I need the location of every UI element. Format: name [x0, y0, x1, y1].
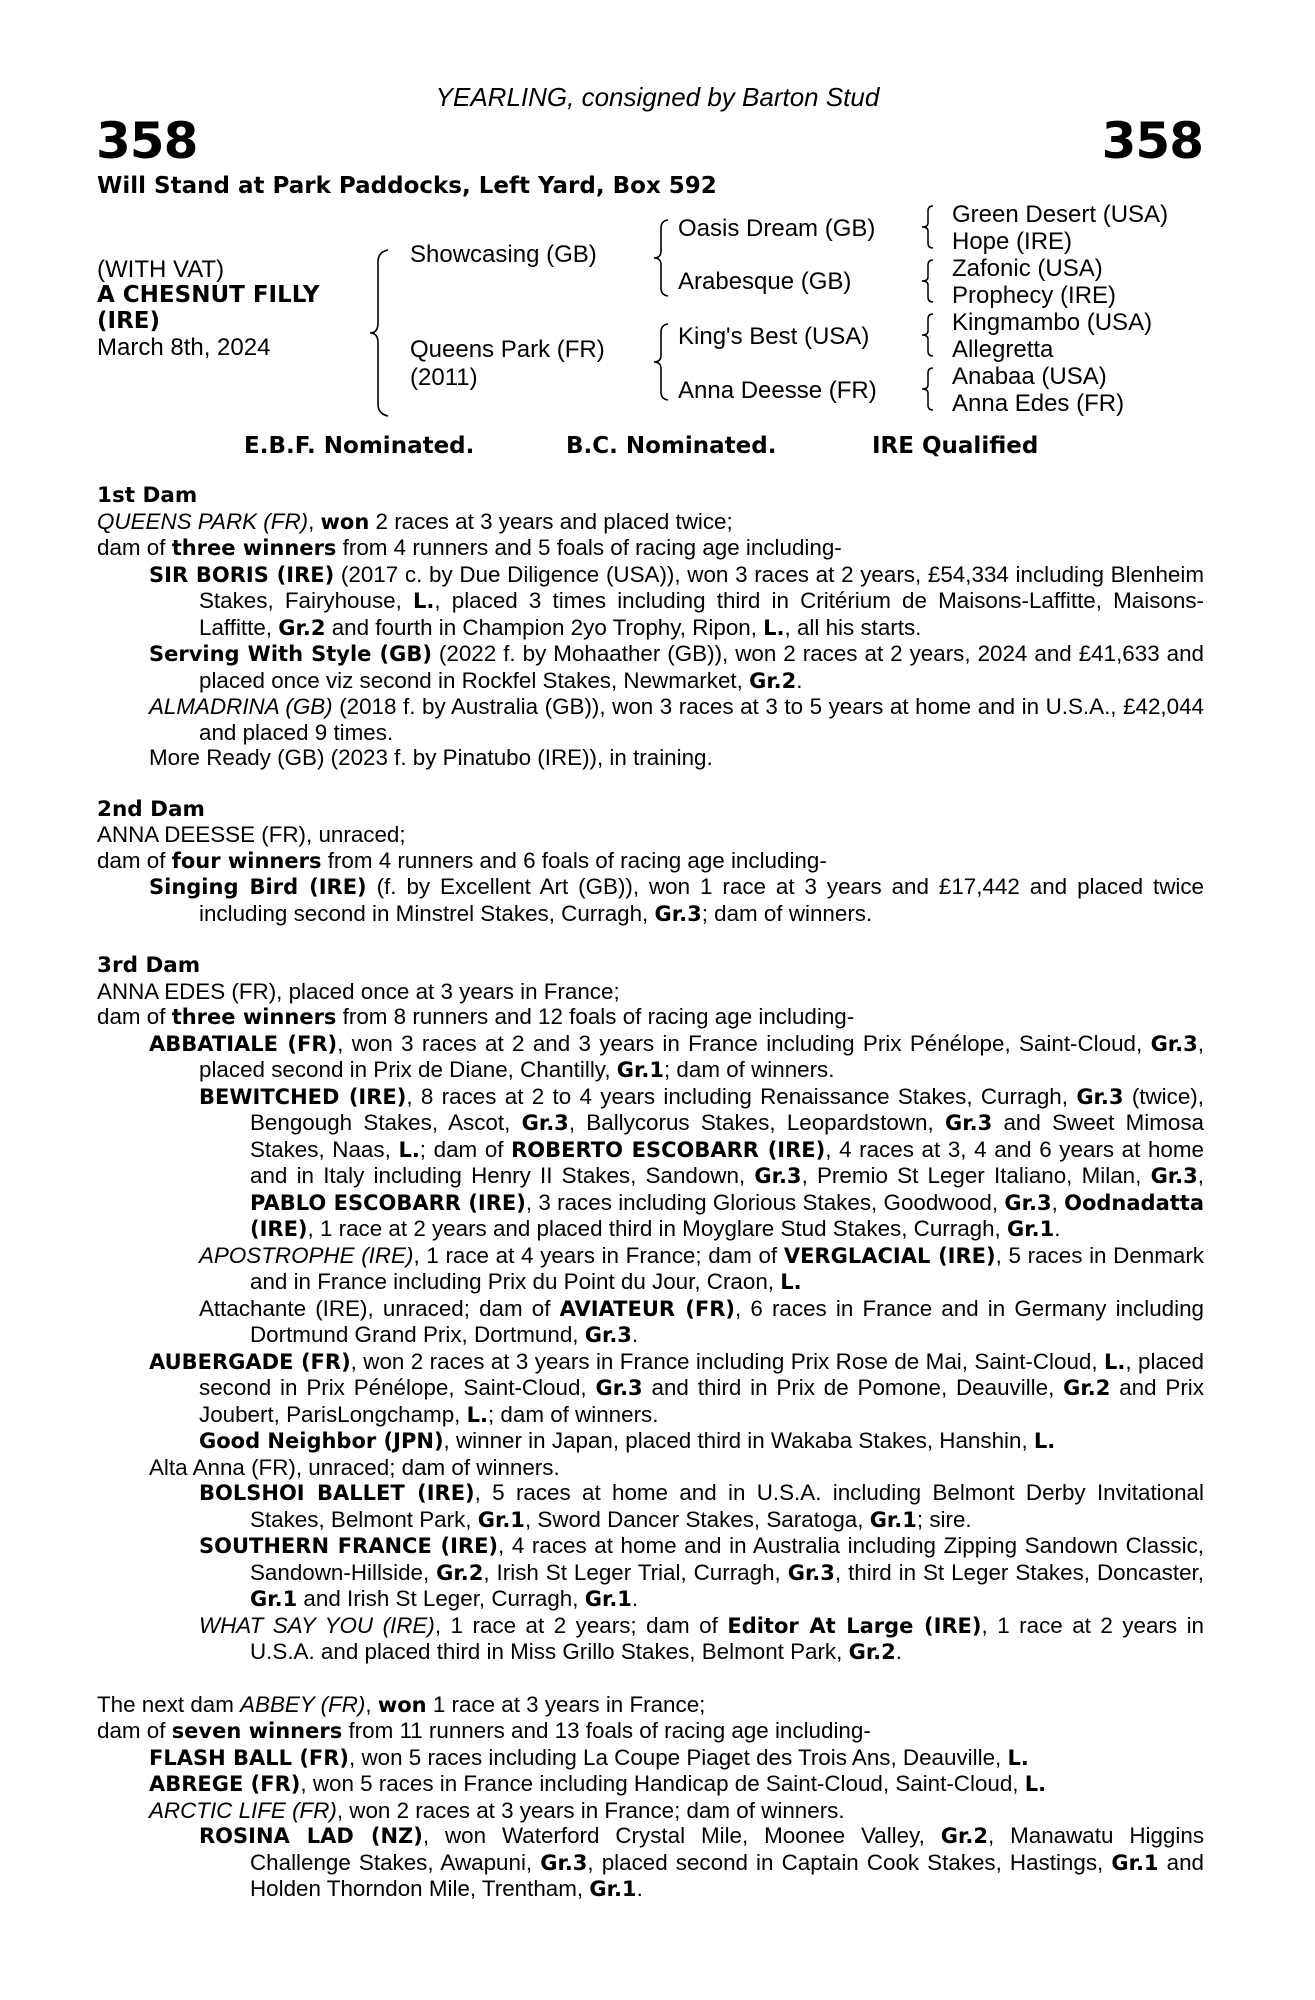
entry-bewitched: BEWITCHED (IRE), 8 races at 2 to 4 years including Renaissance Stakes, Curragh, Gr.3 (twice), Bengough Stakes, Ascot, Gr.3, Ballycorus Stakes, Leopardstown, Gr.3 and Sweet Mimosa Stakes, Naas, L.; dam of ROBERTO ESCOBARR (IRE), 4 races at 3, 4 and 6 years at home and in Italy including Henry II Stakes, Sandown, Gr.3, Premio St Leger Italiano, Milan, Gr.3, PABLO ESCOBARR (IRE), 3 races including Glorious Stakes, Goodwood, Gr.3, Oodnadatta (IRE), 1 race at 2 years and placed third in Moyglare Stud Stakes, Curragh, Gr.1.	[199, 1083, 1205, 1241]
pedigree-sire-sire: Oasis Dream (GB)	[678, 215, 876, 242]
second-dam-line: ANNA DEESSE (FR), unraced;	[97, 822, 406, 847]
consignment-line: YEARLING, consigned by Barton Stud	[435, 82, 880, 112]
lot-title-line1: A CHESNUT FILLY	[97, 282, 320, 308]
catalogue-body	[97, 483, 1204, 1903]
stand-location: Will Stand at Park Paddocks, Left Yard, Box 592	[97, 173, 717, 199]
third-dam-produce-line: dam of three winners from 8 runners and 12 foals of racing age including-	[97, 1004, 855, 1029]
third-dam-line: ANNA EDES (FR), placed once at 3 years in France;	[97, 978, 620, 1004]
pedigree-dam-sire: King's Best (USA)	[678, 323, 870, 350]
pedigree-brace-ds	[920, 312, 936, 358]
pedigree-sss: Green Desert (USA)	[952, 201, 1169, 228]
vat-note: (WITH VAT)	[97, 256, 225, 283]
ire-qualified: IRE Qualified	[872, 433, 1039, 459]
third-dam-heading: 3rd Dam	[97, 953, 201, 978]
entry-rosina-lad: ROSINA LAD (NZ), won Waterford Crystal Mile, Moonee Valley, Gr.2, Manawatu Higgins Challenge Stakes, Awapuni, Gr.3, placed second in Captain Cook Stakes, Hastings, Gr.1 and Holden Thorndon Mile, Trentham, Gr.1.	[199, 1823, 1205, 1901]
entry-singing-bird: Singing Bird (IRE) (f. by Excellent Art (GB)), won 1 race at 3 years and £17,442 and placed twice including second in Minstrel Stakes, Curragh, Gr.3; dam of winners.	[149, 874, 1204, 926]
next-dam-line: The next dam ABBEY (FR), won 1 race at 3 years in France;	[97, 1691, 706, 1717]
pedigree-dsd: Allegretta	[952, 336, 1054, 363]
entry-almadrina: ALMADRINA (GB) (2018 f. by Australia (GB)), won 3 races at 3 to 5 years at home and in U.S.A., £42,044 and placed 9 times.	[149, 694, 1205, 745]
pedigree-ssd: Hope (IRE)	[952, 228, 1073, 255]
pedigree-brace-sire	[652, 218, 672, 298]
lot-number-right: 358	[1101, 112, 1203, 170]
entry-good-neighbor: Good Neighbor (JPN), winner in Japan, placed third in Wakaba Stakes, Hanshin, L.	[199, 1428, 1056, 1453]
entry-aubergade: AUBERGADE (FR), won 2 races at 3 years in France including Prix Rose de Mai, Saint-Cloud, L., placed second in Prix Pénélope, Saint-Cloud, Gr.3 and third in Prix de Pomone, Deauville, Gr.2 and Prix Joubert, ParisLongchamp, L.; dam of winners.	[149, 1348, 1205, 1427]
pedigree-dds: Anabaa (USA)	[952, 363, 1107, 390]
first-dam-produce-line: dam of three winners from 4 runners and 5 foals of racing age including-	[97, 535, 842, 560]
pedigree-sire-dam: Arabesque (GB)	[678, 268, 852, 295]
entry-apostrophe: APOSTROPHE (IRE), 1 race at 4 years in France; dam of VERGLACIAL (IRE), 5 races in Denmark and in France including Prix du Point du Jour, Craon, L.	[199, 1242, 1204, 1294]
pedigree-brace-ss	[920, 204, 936, 250]
entry-alta-anna: Alta Anna (FR), unraced; dam of winners.	[149, 1454, 560, 1480]
ebf-nominated: E.B.F. Nominated.	[244, 433, 475, 459]
entry-bolshoi-ballet: BOLSHOI BALLET (IRE), 5 races at home and in U.S.A. including Belmont Derby Invitational Stakes, Belmont Park, Gr.1, Sword Dancer Stakes, Saratoga, Gr.1; sire.	[199, 1480, 1204, 1532]
entry-abbatiale: ABBATIALE (FR), won 3 races at 2 and 3 years in France including Prix Pénélope, Saint-Cloud, Gr.3, placed second in Prix de Diane, Chantilly, Gr.1; dam of winners.	[149, 1030, 1204, 1082]
first-dam-line: QUEENS PARK (FR), won 2 races at 3 years and placed twice;	[97, 508, 733, 534]
entry-what-say-you: WHAT SAY YOU (IRE), 1 race at 2 years; dam of Editor At Large (IRE), 1 race at 2 years in U.S.A. and placed third in Miss Grillo Stakes, Belmont Park, Gr.2.	[199, 1612, 1204, 1664]
pedigree-brace-dd	[920, 366, 936, 412]
next-dam-produce-line: dam of seven winners from 11 runners and 13 foals of racing age including-	[97, 1718, 871, 1743]
pedigree-sds: Zafonic (USA)	[952, 255, 1103, 282]
pedigree-sdd: Prophecy (IRE)	[952, 282, 1117, 309]
entry-more-ready: More Ready (GB) (2023 f. by Pinatubo (IRE)), in training.	[149, 745, 713, 770]
entry-southern-france: SOUTHERN FRANCE (IRE), 4 races at home and in Australia including Zipping Sandown Classic, Sandown-Hillside, Gr.2, Irish St Leger Trial, Curragh, Gr.3, third in St Leger Stakes, Doncaster, Gr.1 and Irish St Leger, Curragh, Gr.1.	[199, 1533, 1204, 1611]
second-dam-produce-line: dam of four winners from 4 runners and 6 foals of racing age including-	[97, 847, 827, 873]
pedigree-brace-sd	[920, 258, 936, 304]
lot-title-line2: (IRE)	[97, 308, 161, 334]
pedigree-dam-line1: Queens Park (FR)	[410, 336, 605, 363]
bc-nominated: B.C. Nominated.	[566, 433, 777, 459]
pedigree-dam-dam: Anna Deesse (FR)	[678, 377, 877, 404]
entry-attachante: Attachante (IRE), unraced; dam of AVIATEUR (FR), 6 races in France and in Germany including Dortmund Grand Prix, Dortmund, Gr.3.	[199, 1295, 1204, 1347]
entry-arctic-life: ARCTIC LIFE (FR), won 2 races at 3 years in France; dam of winners.	[149, 1797, 845, 1823]
lot-number-left: 358	[96, 112, 198, 170]
date-of-birth: March 8th, 2024	[97, 334, 271, 361]
pedigree-brace-main	[368, 248, 394, 418]
second-dam-heading: 2nd Dam	[97, 796, 205, 822]
pedigree-dss: Kingmambo (USA)	[952, 309, 1153, 336]
pedigree-brace-dam	[652, 322, 672, 402]
pedigree-sire: Showcasing (GB)	[410, 241, 597, 268]
entry-abrege: ABREGE (FR), won 5 races in France including Handicap de Saint-Cloud, Saint-Cloud, L.	[149, 1771, 1047, 1796]
pedigree-dam-line2: (2011)	[410, 364, 478, 391]
entry-serving-with-style: Serving With Style (GB) (2022 f. by Mohaather (GB)), won 2 races at 2 years, 2024 and £41,633 and placed once viz second in Rockfel Stakes, Newmarket, Gr.2.	[149, 641, 1205, 693]
entry-sir-boris: SIR BORIS (IRE) (2017 c. by Due Diligence (USA)), won 3 races at 2 years, £54,334 including Blenheim Stakes, Fairyhouse, L., placed 3 times including third in Critérium de Maisons-Laffitte, Maisons-Laffitte, Gr.2 and fourth in Champion 2yo Trophy, Ripon, L., all his starts.	[149, 561, 1204, 640]
entry-flash-ball: FLASH BALL (FR), won 5 races including La Coupe Piaget des Trois Ans, Deauville, L.	[149, 1744, 1029, 1770]
first-dam-heading: 1st Dam	[97, 483, 198, 508]
pedigree-ddd: Anna Edes (FR)	[952, 390, 1125, 417]
